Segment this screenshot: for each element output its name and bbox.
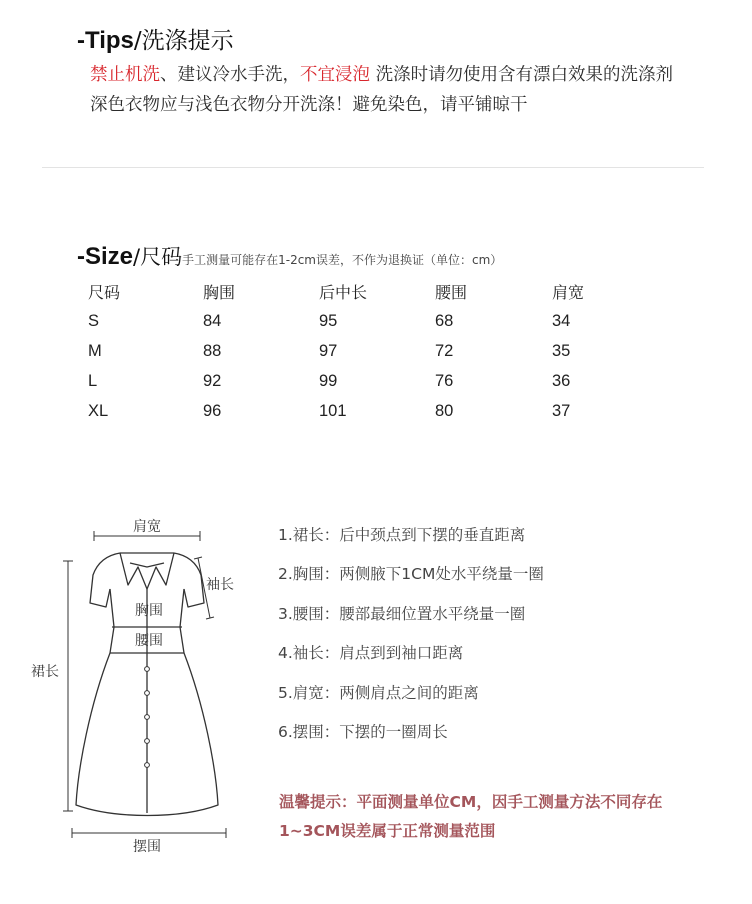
table-row xyxy=(88,306,612,336)
list-item: 6.摆围：下摆的一圈周长 xyxy=(278,722,448,741)
cell-back-length: 95 xyxy=(319,311,338,330)
list-item: 4.袖长：肩点到到袖口距离 xyxy=(278,644,464,663)
header-waist: 腰围 xyxy=(435,282,468,302)
size-dash: - xyxy=(77,243,85,270)
cell-shoulder: 35 xyxy=(552,341,571,360)
waist-label: 腰围 xyxy=(135,633,163,649)
tips-heading xyxy=(77,26,234,56)
size-heading xyxy=(77,242,502,275)
cell-chest: 84 xyxy=(203,311,222,330)
table-row xyxy=(88,366,612,396)
warm-tip-text: ：平面测量单位CM，因手工测量方法不同存在1~3CM误差属于正常测量范围 xyxy=(279,793,663,840)
cell-chest: 92 xyxy=(203,371,222,390)
size-table-header xyxy=(88,276,612,306)
list-item: 2.胸围：两侧腋下1CM处水平绕量一圈 xyxy=(278,565,544,584)
cell-waist: 80 xyxy=(435,401,454,420)
cell-shoulder: 34 xyxy=(552,311,571,330)
cell-waist: 68 xyxy=(435,311,454,330)
cell-shoulder: 36 xyxy=(552,371,571,390)
header-shoulder: 肩宽 xyxy=(552,282,585,302)
cell-chest: 88 xyxy=(203,341,222,360)
cell-chest: 96 xyxy=(203,401,222,420)
cell-size: L xyxy=(88,371,98,390)
tips-title-en: Tips xyxy=(85,27,134,54)
list-item: 5.肩宽：两侧肩点之间的距离 xyxy=(278,683,479,702)
no-machine-wash-text: 禁止机洗 xyxy=(90,65,160,85)
header-size: 尺码 xyxy=(88,282,121,302)
tips-dash: - xyxy=(77,27,85,54)
sleeve-label: 袖长 xyxy=(206,577,234,593)
no-soak-text: 不宜浸泡 xyxy=(300,65,370,85)
list-item: 3.腰围：腰部最细位置水平绕量一圈 xyxy=(278,604,526,623)
measurement-list xyxy=(278,520,544,756)
hem-label: 摆围 xyxy=(133,839,161,855)
size-note: 手工测量可能存在1-2cm误差，不作为退换证（单位：cm） xyxy=(182,253,503,267)
hem-arrow xyxy=(72,828,226,838)
cell-shoulder: 37 xyxy=(552,401,571,420)
cell-size: S xyxy=(88,311,100,330)
section-divider xyxy=(42,167,704,168)
size-title-cn: /尺码 xyxy=(133,245,183,269)
dress-icon xyxy=(76,553,218,816)
table-row xyxy=(88,336,612,366)
cold-hand-wash-text: 、建议冷水手洗， xyxy=(160,65,300,85)
cell-back-length: 101 xyxy=(319,401,347,420)
cell-back-length: 99 xyxy=(319,371,338,390)
chest-label: 胸围 xyxy=(135,603,163,619)
washing-detail-text: 洗涤时请勿使用含有漂白效果的洗涤剂 深色衣物应与浅色衣物分开洗涤！避免染色，请平铺晾干 xyxy=(90,65,674,115)
warm-tip xyxy=(279,788,719,846)
cell-size: M xyxy=(88,341,102,360)
dress-measurement-diagram xyxy=(0,505,280,865)
list-item: 1.裙长：后中颈点到下摆的垂直距离 xyxy=(278,526,526,544)
table-row xyxy=(88,396,612,426)
cell-waist: 72 xyxy=(435,341,454,360)
washing-instructions xyxy=(90,60,680,120)
dress-length-arrow xyxy=(63,561,73,811)
shoulder-label: 肩宽 xyxy=(133,519,161,535)
cell-back-length: 97 xyxy=(319,341,338,360)
length-label: 裙长 xyxy=(31,664,59,680)
size-table xyxy=(88,276,612,426)
warm-tip-label: 温馨提示 xyxy=(279,793,342,811)
tips-title-cn: /洗涤提示 xyxy=(133,28,234,54)
size-title-en: Size xyxy=(85,243,134,270)
cell-waist: 76 xyxy=(435,371,454,390)
header-back-length: 后中长 xyxy=(319,282,368,302)
cell-size: XL xyxy=(88,401,109,420)
header-chest: 胸围 xyxy=(203,282,236,302)
